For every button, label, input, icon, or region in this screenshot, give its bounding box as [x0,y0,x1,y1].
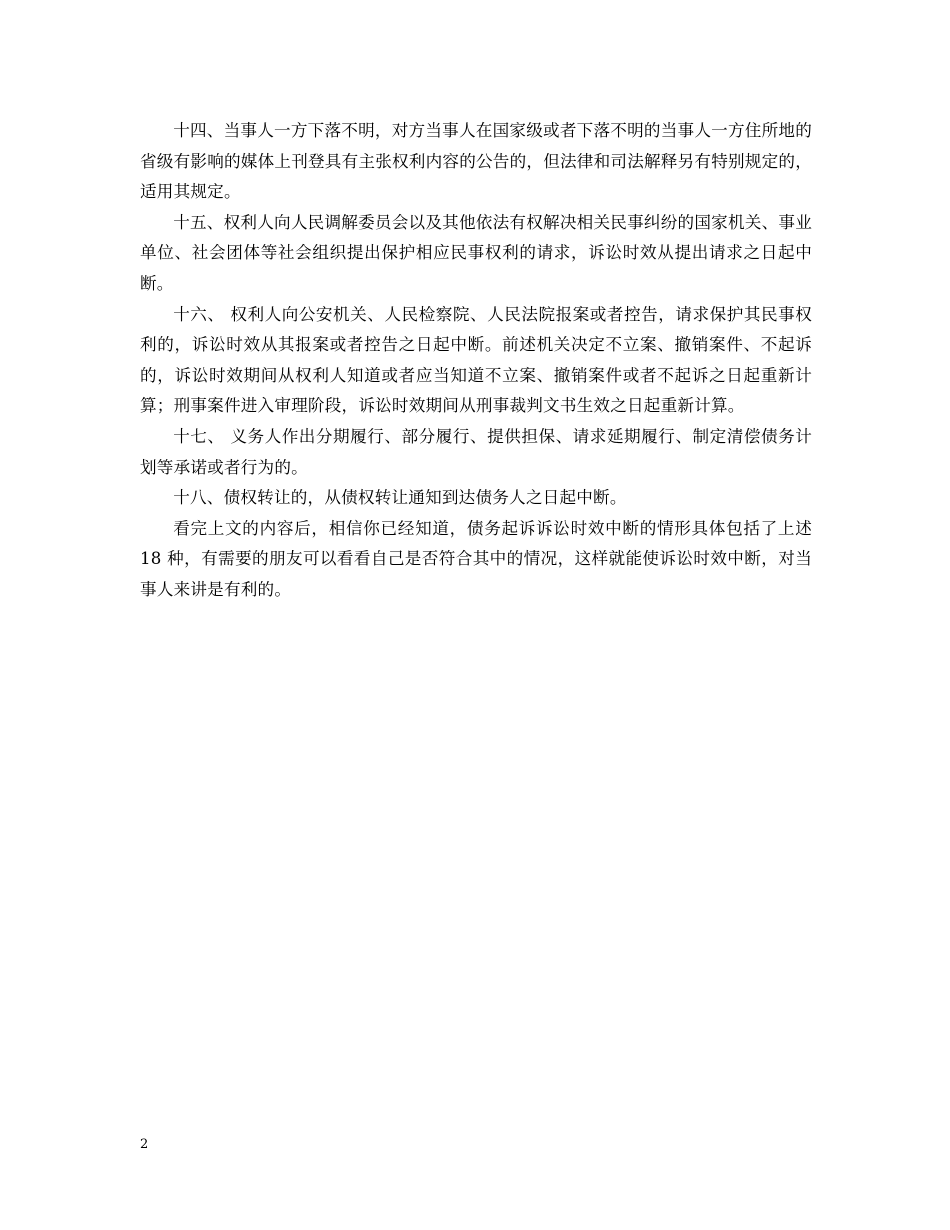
document-body [140,116,812,606]
paragraph-item-14: 十四、当事人一方下落不明，对方当事人在国家级或者下落不明的当事人一方住所地的省级有影响的媒体上刊登具有主张权利内容的公告的，但法律和司法解释另有特别规定的，适用其规定。 [140,121,812,202]
paragraph-item-18: 十八、债权转让的，从债权转让通知到达债务人之日起中断。 [173,488,627,508]
paragraph-item-15: 十五、权利人向人民调解委员会以及其他依法有权解决相关民事纠纷的国家机关、事业单位、社会团体等社会组织提出保护相应民事权利的请求，诉讼时效从提出请求之日起中断。 [140,212,812,293]
paragraph-item-16: 十六、 权利人向公安机关、人民检察院、人民法院报案或者控告，请求保护其民事权利的，诉讼时效从其报案或者控告之日起中断。前述机关决定不立案、撤销案件、不起诉的，诉讼时效期间从权利人知道或者应当知道不立案、撤销案件或者不起诉之日起重新计算；刑事案件进入审理阶段，诉讼时效期间从刑事裁判文书生效之日起重新计算。 [140,304,812,416]
page-number: 2 [140,1137,149,1152]
paragraph-conclusion: 看完上文的内容后，相信你已经知道，债务起诉诉讼时效中断的情形具体包括了上述 18 种，有需要的朋友可以看看自己是否符合其中的情况，这样就能使诉讼时效中断，对当事人来讲是有利的。 [140,518,812,599]
paragraph-item-17: 十七、 义务人作出分期履行、部分履行、提供担保、请求延期履行、制定清偿债务计划等承诺或者行为的。 [140,426,812,477]
